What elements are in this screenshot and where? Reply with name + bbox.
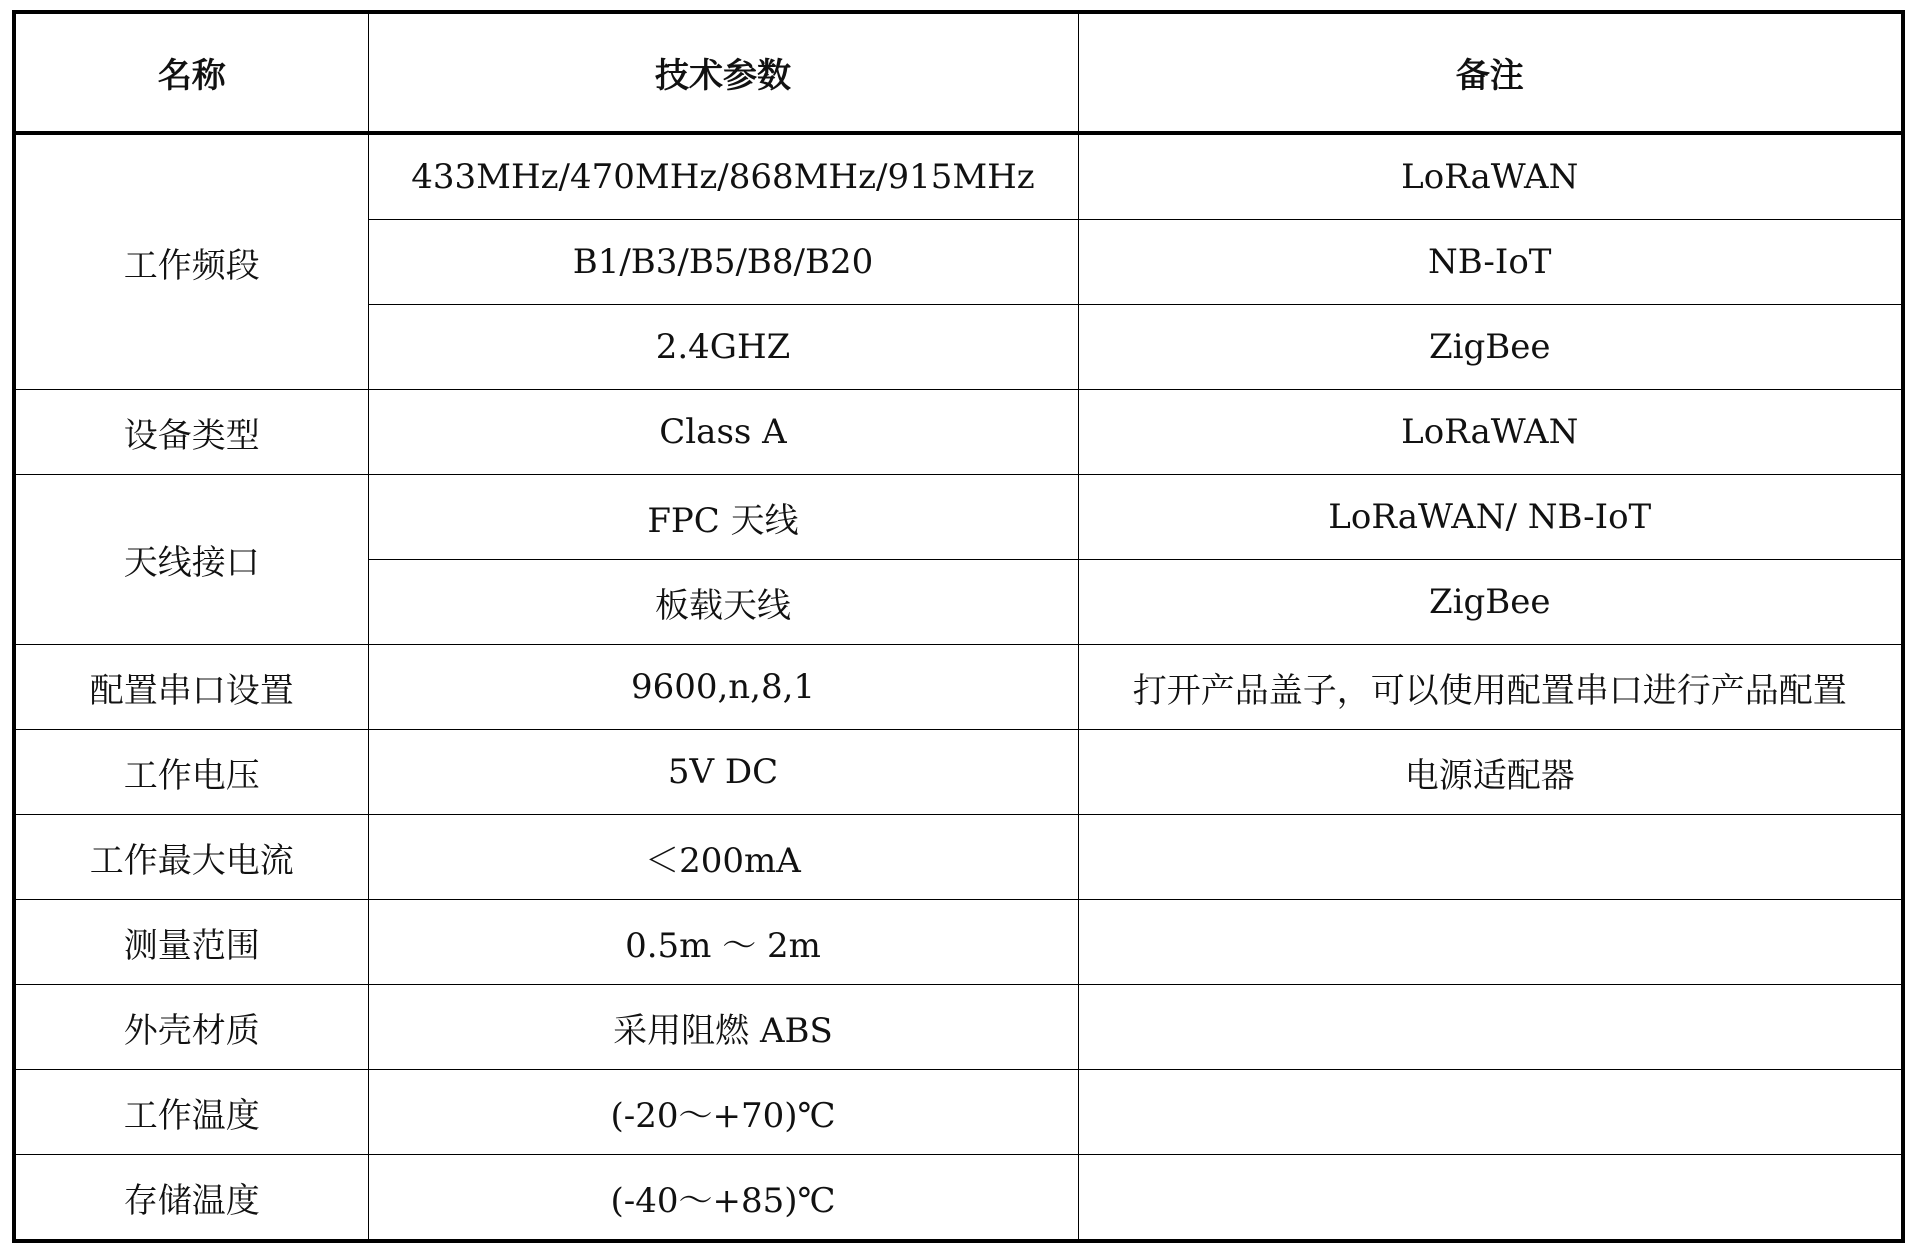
table-body	[14, 133, 1903, 1241]
table-row	[14, 730, 1903, 815]
note-cell: ZigBee	[1078, 560, 1903, 645]
param-cell: 0.5m ～ 2m	[368, 900, 1078, 985]
note-cell	[1078, 985, 1903, 1070]
table-row	[14, 390, 1903, 475]
table-row	[14, 900, 1903, 985]
param-cell: FPC 天线	[368, 475, 1078, 560]
table-row	[14, 985, 1903, 1070]
param-cell: 5V DC	[368, 730, 1078, 815]
table-row	[14, 815, 1903, 900]
header-row	[14, 12, 1903, 133]
param-cell: Class A	[368, 390, 1078, 475]
table-row	[14, 475, 1903, 560]
note-cell	[1078, 815, 1903, 900]
header-name: 名称	[14, 12, 368, 133]
note-cell: NB-IoT	[1078, 220, 1903, 305]
spec-table	[12, 10, 1905, 1243]
table-header	[14, 12, 1903, 133]
row-name-cell: 存储温度	[14, 1155, 368, 1242]
table-row	[14, 133, 1903, 220]
param-cell: 采用阻燃 ABS	[368, 985, 1078, 1070]
table-row	[14, 645, 1903, 730]
note-cell: 打开产品盖子，可以使用配置串口进行产品配置	[1078, 645, 1903, 730]
param-cell: ＜200mA	[368, 815, 1078, 900]
header-param: 技术参数	[368, 12, 1078, 133]
param-cell: (-20～+70)℃	[368, 1070, 1078, 1155]
param-cell: 2.4GHZ	[368, 305, 1078, 390]
param-cell: (-40～+85)℃	[368, 1155, 1078, 1242]
row-name-cell: 工作温度	[14, 1070, 368, 1155]
row-name-cell: 设备类型	[14, 390, 368, 475]
row-name-cell: 工作最大电流	[14, 815, 368, 900]
row-name-cell: 工作频段	[14, 133, 368, 390]
note-cell	[1078, 1155, 1903, 1242]
row-name-cell: 测量范围	[14, 900, 368, 985]
row-name-cell: 配置串口设置	[14, 645, 368, 730]
param-cell: 板载天线	[368, 560, 1078, 645]
header-note: 备注	[1078, 12, 1903, 133]
note-cell: 电源适配器	[1078, 730, 1903, 815]
row-name-cell: 外壳材质	[14, 985, 368, 1070]
note-cell: LoRaWAN/ NB-IoT	[1078, 475, 1903, 560]
note-cell: LoRaWAN	[1078, 133, 1903, 220]
param-cell: 9600,n,8,1	[368, 645, 1078, 730]
row-name-cell: 工作电压	[14, 730, 368, 815]
table-row	[14, 1070, 1903, 1155]
note-cell: ZigBee	[1078, 305, 1903, 390]
note-cell: LoRaWAN	[1078, 390, 1903, 475]
row-name-cell: 天线接口	[14, 475, 368, 645]
note-cell	[1078, 1070, 1903, 1155]
note-cell	[1078, 900, 1903, 985]
param-cell: 433MHz/470MHz/868MHz/915MHz	[368, 133, 1078, 220]
table-row	[14, 1155, 1903, 1242]
param-cell: B1/B3/B5/B8/B20	[368, 220, 1078, 305]
